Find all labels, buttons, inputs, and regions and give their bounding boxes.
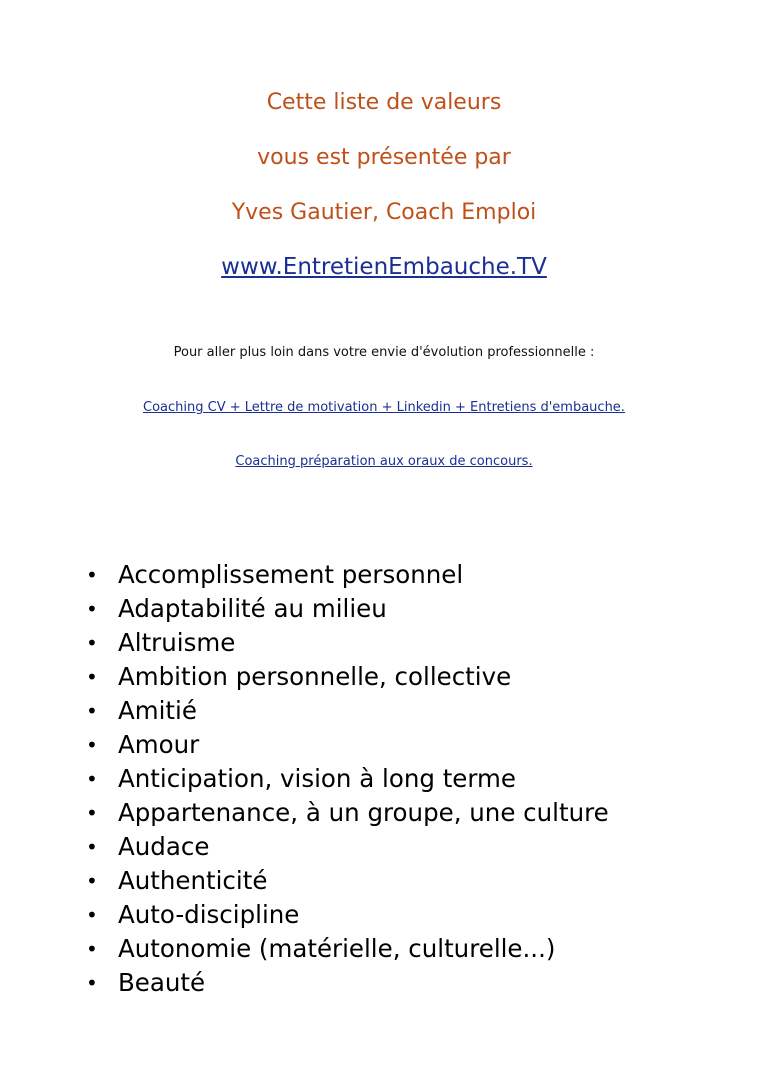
list-item — [86, 796, 609, 830]
list-item-label: Amour — [118, 730, 200, 759]
list-item-label: Autonomie (matérielle, culturelle...) — [118, 934, 556, 963]
list-item — [86, 966, 609, 1000]
bullet-icon: • — [86, 801, 98, 825]
list-item — [86, 864, 609, 898]
list-item-label: Beauté — [118, 968, 206, 997]
list-item — [86, 932, 609, 966]
header-line-1 — [0, 90, 768, 115]
list-item — [86, 728, 609, 762]
bullet-icon: • — [86, 835, 98, 859]
list-item — [86, 898, 609, 932]
website-link[interactable]: www.EntretienEmbauche.TV — [221, 254, 547, 280]
list-item — [86, 762, 609, 796]
list-item-label: Anticipation, vision à long terme — [118, 764, 516, 793]
list-item-label: Appartenance, à un groupe, une culture — [118, 798, 609, 827]
list-item-label: Ambition personnelle, collective — [118, 662, 512, 691]
list-item — [86, 626, 609, 660]
list-item — [86, 660, 609, 694]
list-item — [86, 830, 609, 864]
values-list — [86, 558, 609, 1000]
bullet-icon: • — [86, 631, 98, 655]
bullet-icon: • — [86, 733, 98, 757]
list-item — [86, 558, 609, 592]
intro-text: Pour aller plus loin dans votre envie d'évolution professionnelle : — [173, 345, 595, 360]
bullet-icon: • — [86, 937, 98, 961]
coaching-concours-link[interactable]: Coaching préparation aux oraux de concours. — [235, 454, 533, 469]
bullet-icon: • — [86, 597, 98, 621]
list-item-label: Adaptabilité au milieu — [118, 594, 387, 623]
list-item-label: Altruisme — [118, 628, 236, 657]
list-item — [86, 694, 609, 728]
bullet-icon: • — [86, 971, 98, 995]
header-line-3: Yves Gautier, Coach Emploi — [231, 200, 537, 225]
bullet-icon: • — [86, 869, 98, 893]
header-line-2: vous est présentée par — [257, 145, 511, 170]
bullet-icon: • — [86, 903, 98, 927]
list-item-label: Audace — [118, 832, 210, 861]
bullet-icon: • — [86, 767, 98, 791]
list-item — [86, 592, 609, 626]
bullet-icon: • — [86, 665, 98, 689]
header-line-1-text: Cette liste de valeurs — [266, 90, 502, 115]
list-item-label: Authenticité — [118, 866, 268, 895]
coaching-cv-link[interactable]: Coaching CV + Lettre de motivation + Linkedin + Entretiens d'embauche. — [143, 400, 625, 415]
list-item-label: Accomplissement personnel — [118, 560, 464, 589]
bullet-icon: • — [86, 563, 98, 587]
list-item-label: Amitié — [118, 696, 197, 725]
list-item-label: Auto-discipline — [118, 900, 300, 929]
bullet-icon: • — [86, 699, 98, 723]
